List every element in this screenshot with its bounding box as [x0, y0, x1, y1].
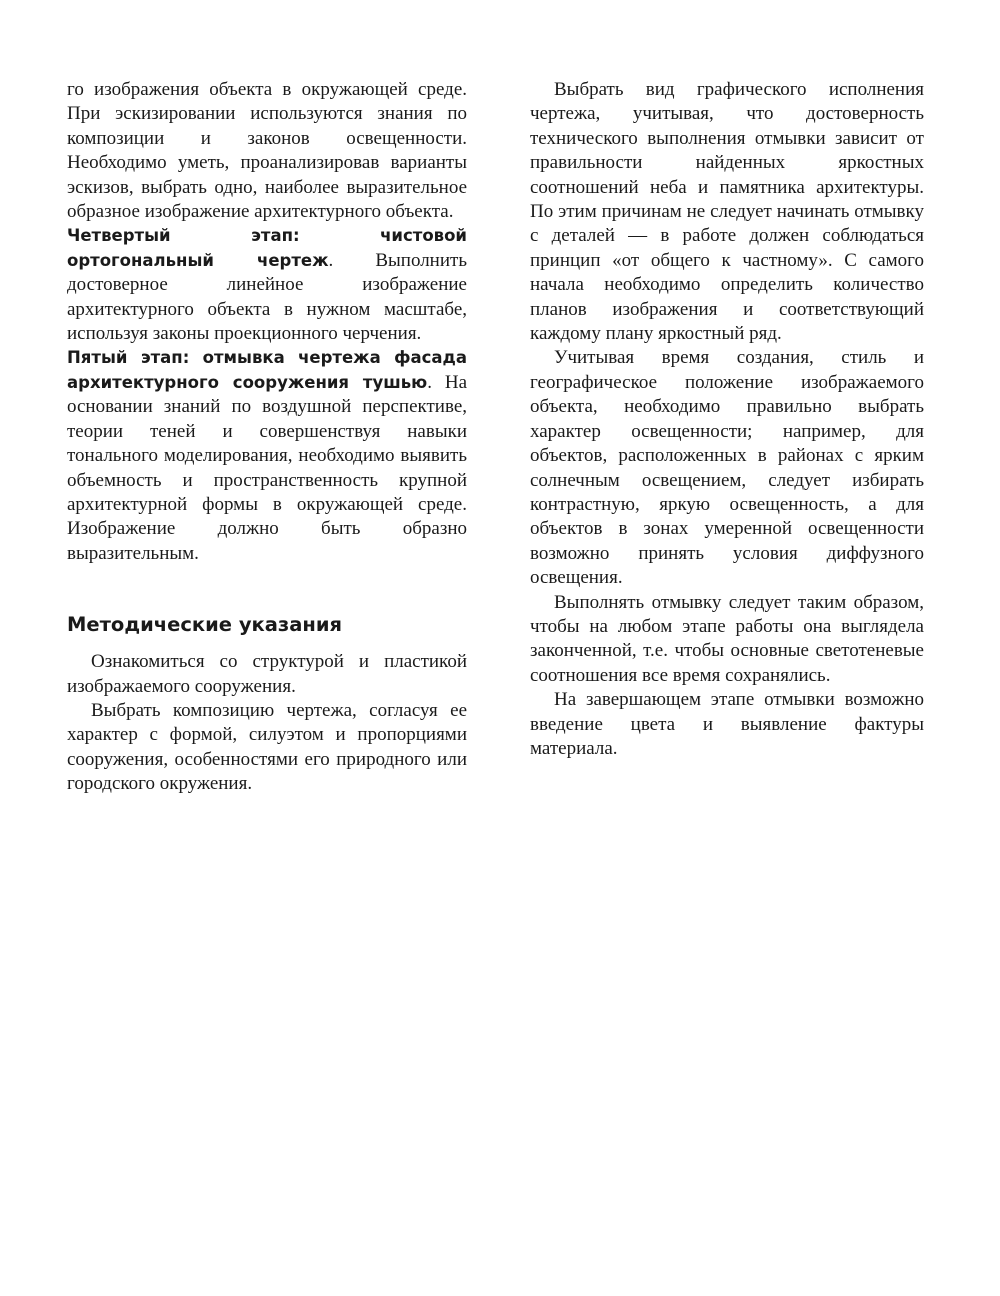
section-heading: Методические указания	[67, 613, 343, 637]
stage-four-title: Четвертый этап: чистовой ортогональный чертеж	[67, 226, 467, 270]
paragraph: Учитывая время создания, стиль и географическое положение изображаемого объекта, необходимо правильно выбрать характер освещенности; например, для объектов, расположенных в районах с ярким солнечным освещением, следует избирать контрастную, яркую освещенность, а для объектов в зонах умеренной освещенности возможно принять условия диффузного освещения.	[530, 347, 924, 589]
paragraph: го изображения объекта в окружающей среде. При эскизировании используются знания по композиции и законов освещенности. Необходимо уметь, проанализировав варианты эскизов, выбрать одно, наиболее выразительное образное изображение архитектурного объекта.	[67, 79, 467, 223]
stage-four-text: . Выполнить достоверное линейное изображение архитектурного объекта в нужном масштабе, используя законы проекционного черчения.	[67, 249, 467, 345]
paragraph: Выбрать вид графического исполнения чертежа, учитывая, что достоверность технического выполнения отмывки зависит от правильности найденных яркостных соотношений неба и памятника архитектуры. По этим причинам не следует начинать отмывку с деталей — в работе должен соблюдаться принцип «от общего к частному». С самого начала необходимо определить количество планов изображения и соответствующий каждому плану яркостный ряд.	[530, 79, 924, 345]
paragraph-stage-four	[67, 224, 467, 346]
stage-five-title: Пятый этап: отмывка чертежа фасада архитектурного сооружения тушью	[67, 348, 467, 392]
paragraph: На завершающем этапе отмывки возможно введение цвета и выявление фактуры материала.	[530, 689, 924, 759]
left-column	[67, 78, 467, 797]
paragraph: Ознакомиться со структурой и пластикой изображаемого сооружения.	[67, 651, 467, 697]
paragraph-stage-five	[67, 346, 467, 566]
stage-five-text: . На основании знаний по воздушной перспективе, теории теней и совершенствуя навыки тонального моделирования, необходимо выявить объемность и пространственность крупной архитектурной формы в окружающей среде. Изображение должно быть образно выразительным.	[67, 371, 467, 564]
paragraph: Выбрать композицию чертежа, согласуя ее характер с формой, силуэтом и пропорциями сооружения, особенностями его природного или городского окружения.	[67, 699, 467, 795]
paragraph: Выполнять отмывку следует таким образом, чтобы на любом этапе работы она выглядела законченной, т.е. чтобы основные светотеневые соотношения все время сохранялись.	[530, 591, 924, 686]
right-column	[530, 78, 924, 761]
